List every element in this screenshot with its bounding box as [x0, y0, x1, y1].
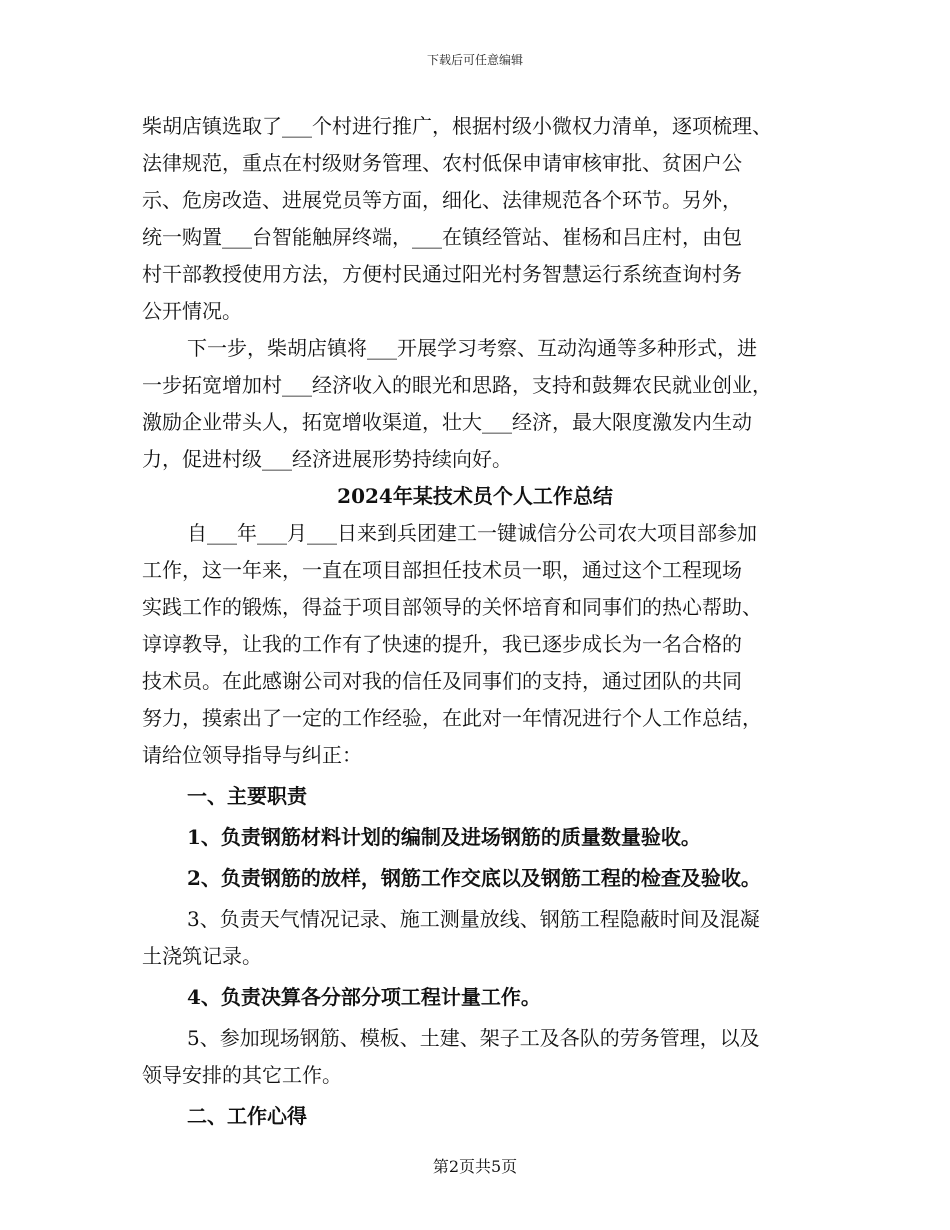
paragraph-next-step	[142, 330, 808, 478]
text-line: 法律规范，重点在村级财务管理、农村低保申请审核审批、贫困户公	[142, 151, 742, 175]
text-line: 领导安排的其它工作。	[142, 1063, 342, 1087]
text-line: 力，促进村级___经济进展形势持续向好。	[142, 447, 512, 471]
page-header: 下载后可任意编辑	[426, 53, 523, 67]
text-line: 村干部教授使用方法，方便村民通过阳光村务智慧运行系统查询村务	[142, 262, 742, 286]
text-line: 激励企业带头人，拓宽增收渠道，壮大___经济，最大限度激发内生动	[142, 410, 752, 434]
text-line: 3、负责天气情况记录、施工测量放线、钢筋工程隐蔽时间及混凝	[187, 907, 760, 931]
text-line: 请给位领导指导与纠正：	[142, 743, 362, 767]
duty-item-3	[142, 901, 808, 975]
text-line: 一步拓宽增加村___经济收入的眼光和思路，支持和鼓舞农民就业创业，	[142, 373, 772, 397]
text-line: 自___年___月___日来到兵团建工一键诚信分公司农大项目部参加	[187, 521, 757, 545]
text-line: 柴胡店镇选取了___个村进行推广，根据村级小微权力清单，逐项梳理、	[142, 114, 772, 138]
duty-item-5	[142, 1020, 808, 1094]
duty-item-4: 4、负责决算各分部分项工程计量工作。	[187, 985, 541, 1009]
text-line: 努力，摸索出了一定的工作经验，在此对一年情况进行个人工作总结，	[142, 706, 762, 730]
text-line: 下一步，柴胡店镇将___开展学习考察、互动沟通等多种形式，进	[187, 336, 757, 360]
page-footer: 第2页共5页	[432, 1157, 518, 1176]
duty-item-2: 2、负责钢筋的放样，钢筋工作交底以及钢筋工程的检查及验收。	[187, 866, 761, 890]
section-heading-duties: 一、主要职责	[187, 784, 307, 808]
text-line: 5、参加现场钢筋、模板、土建、架子工及各队的劳务管理，以及	[187, 1026, 760, 1050]
document-title: 2024年某技术员个人工作总结	[337, 484, 613, 508]
document-body	[142, 108, 808, 1135]
text-line: 技术员。在此感谢公司对我的信任及同事们的支持，通过团队的共同	[142, 669, 742, 693]
text-line: 示、危房改造、进展党员等方面，细化、法律规范各个环节。另外，	[142, 188, 742, 212]
text-line: 实践工作的锻炼，得益于项目部领导的关怀培育和同事们的热心帮助、	[142, 595, 762, 619]
paragraph-intro	[142, 515, 808, 774]
paragraph-promotion	[142, 108, 808, 330]
section-heading-experience: 二、工作心得	[187, 1104, 307, 1128]
text-line: 谆谆教导，让我的工作有了快速的提升，我已逐步成长为一名合格的	[142, 632, 742, 656]
text-line: 统一购置___台智能触屏终端，___在镇经管站、崔杨和吕庄村，由包	[142, 225, 742, 249]
text-line: 公开情况。	[142, 299, 242, 323]
text-line: 土浇筑记录。	[142, 944, 262, 968]
text-line: 工作，这一年来，一直在项目部担任技术员一职，通过这个工程现场	[142, 558, 742, 582]
duty-item-1: 1、负责钢筋材料计划的编制及进场钢筋的质量数量验收。	[187, 825, 701, 849]
